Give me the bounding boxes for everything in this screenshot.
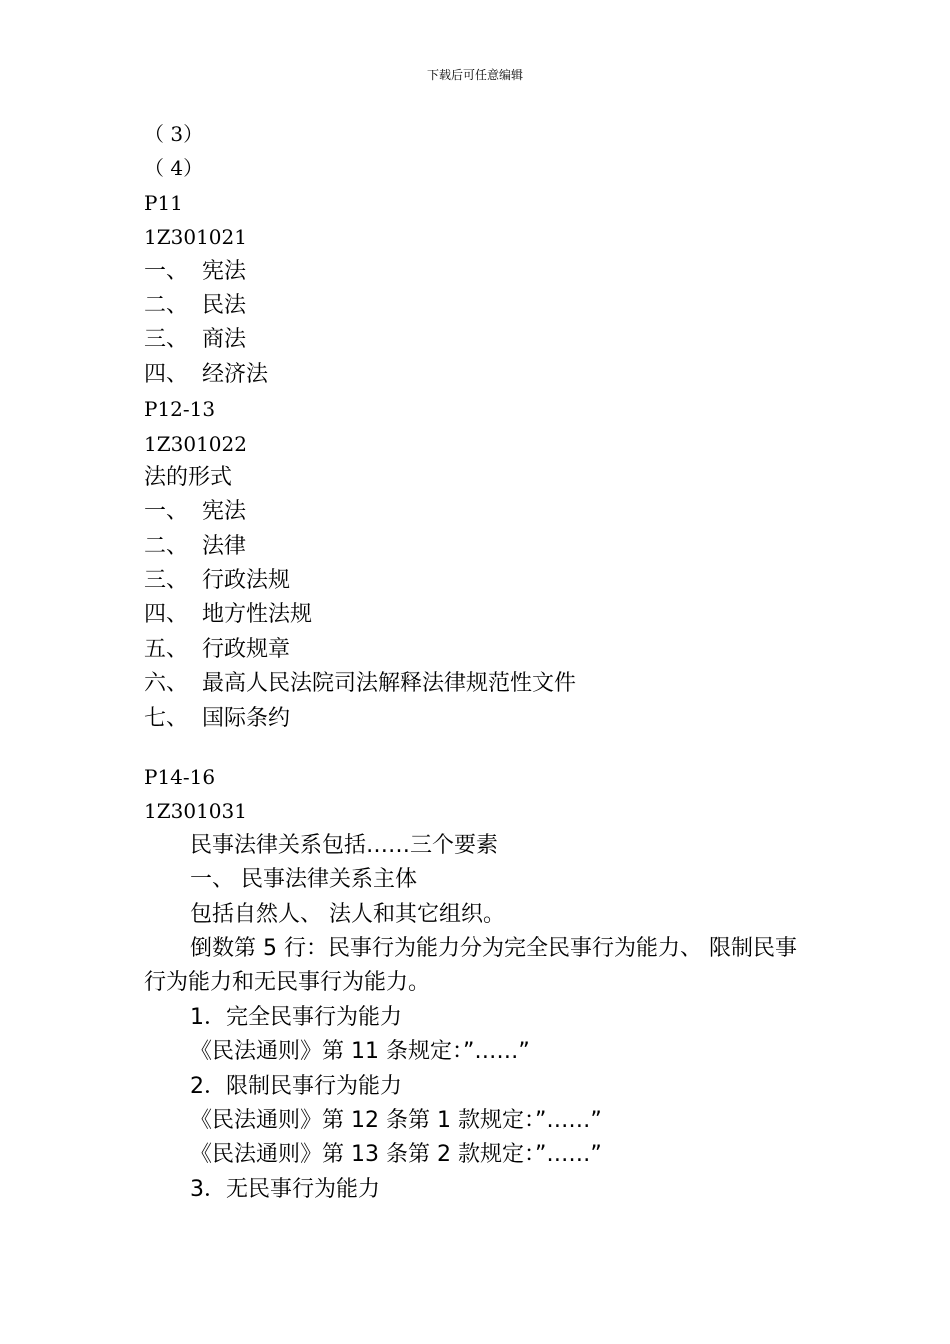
- list-item: 三、 行政法规: [144, 568, 291, 594]
- list-item: 四、 经济法: [144, 361, 269, 387]
- list-item: 一、 宪法: [144, 258, 247, 284]
- paragraph: 倒数第 5 行：民事行为能力分为完全民事行为能力、 限制民事行为能力和无民事行为能力。: [144, 935, 797, 996]
- list-item: 五、 行政规章: [144, 636, 291, 662]
- list-item: 三、 商法: [144, 327, 247, 353]
- list-item: 二、 民法: [144, 292, 247, 318]
- section-title: 法的形式: [144, 464, 233, 490]
- section-code: 1Z301031: [144, 799, 247, 824]
- list-item: （ 3）: [144, 122, 204, 146]
- list-item: 四、 地方性法规: [144, 602, 313, 628]
- list-item: （ 4）: [144, 156, 204, 181]
- paragraph: 一、 民事法律关系主体: [190, 867, 417, 893]
- paragraph: 2．限制民事行为能力: [190, 1073, 402, 1099]
- page-reference: P11: [144, 190, 183, 215]
- list-item: 六、 最高人民法院司法解释法律规范性文件: [144, 671, 577, 697]
- paragraph: 《民法通则》第 13 条第 2 款规定：”……”: [190, 1142, 602, 1168]
- paragraph: 1．完全民事行为能力: [190, 1004, 402, 1030]
- page-reference: P14-16: [144, 765, 216, 790]
- section-code: 1Z301022: [144, 431, 247, 456]
- paragraph: 3．无民事行为能力: [190, 1176, 380, 1202]
- paragraph: 《民法通则》第 12 条第 1 款规定：”……”: [190, 1107, 602, 1133]
- paragraph: 包括自然人、 法人和其它组织。: [190, 901, 505, 927]
- document-body: [144, 117, 824, 1207]
- list-item: 一、 宪法: [144, 499, 247, 525]
- page-header: 下载后可任意编辑: [426, 68, 523, 82]
- spacer: [144, 736, 824, 760]
- page-reference: P12-13: [144, 397, 216, 422]
- list-item: 七、 国际条约: [144, 705, 291, 731]
- list-item: 二、 法律: [144, 533, 247, 559]
- section-code: 1Z301021: [144, 225, 247, 250]
- paragraph: 《民法通则》第 11 条规定：”……”: [190, 1039, 530, 1065]
- paragraph: 民事法律关系包括……三个要素: [190, 832, 499, 858]
